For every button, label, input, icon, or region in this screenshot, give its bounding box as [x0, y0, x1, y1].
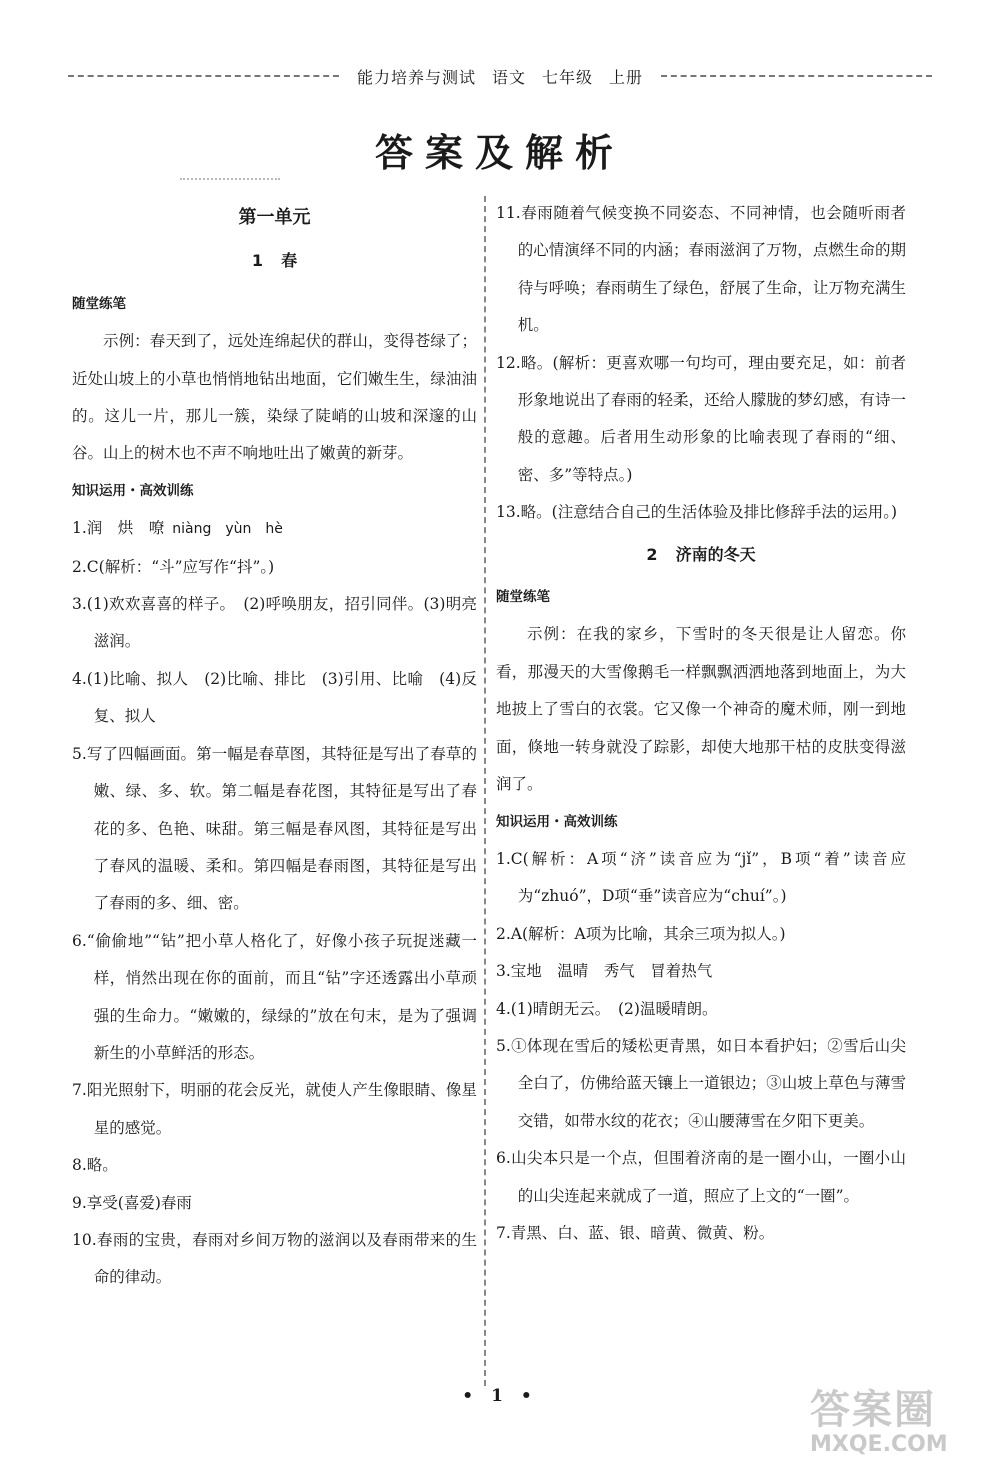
- answer-item-1: [72, 510, 477, 548]
- watermark-url: MXQE.COM: [810, 1432, 948, 1457]
- practice-example: 示例：春天到了，远处连绵起伏的群山，变得苍绿了；近处山坡上的小草也悄悄地钻出地面，它们嫩生生，绿油油的。这儿一片，那儿一簇，染绿了陡峭的山坡和深邃的山谷。山上的树木也不声不响地吐出了嫩黄的新芽。: [72, 332, 477, 463]
- practice-example: 示例：在我的家乡，下雪时的冬天很是让人留恋。你看，那漫天的大雪像鹅毛一样飘飘洒洒地落到地面上，为大地披上了雪白的衣裳。它又像一个神奇的魔术师，刚一到地面，倏地一转身就没了踪影，却使大地那干枯的皮肤变得滋润了。: [496, 625, 906, 794]
- header-dash-left: [68, 75, 339, 77]
- lesson-2-title: [496, 536, 906, 573]
- watermark-logo-text: 答案圈: [810, 1387, 936, 1433]
- answer-item-1-chars: 1.润 烘 嘹: [72, 519, 165, 538]
- answer-item: 2.A(解析：A项为比喻，其余三项为拟人。): [496, 924, 786, 943]
- answer-item: 8.略。: [72, 1156, 118, 1175]
- unit-title: 第一单元: [238, 207, 311, 228]
- answer-item: 12.略。(解析：更喜欢哪一句均可，理由要充足，如：前者形象地说出了春雨的轻柔，还给人朦胧的梦幻感，有诗一般的意趣。后者用生动形象的比喻表现了春雨的“细、密、多”等特点。): [496, 353, 906, 484]
- answer-item: 3.宝地 温晴 秀气 冒着热气: [496, 962, 713, 981]
- header-volume: 上册: [609, 67, 644, 87]
- answer-item: 11.春雨随着气候变换不同姿态、不同神情，也会随听雨者的心情演绎不同的内涵；春雨滋润了万物，点燃生命的期待与呼唤；春雨萌生了绿色，舒展了生命，让万物充满生机。: [496, 204, 906, 335]
- lesson-2-number: 2: [646, 544, 658, 564]
- answer-item: 7.青黑、白、蓝、银、暗黄、微黄、粉。: [496, 1223, 775, 1242]
- answer-item: 6.“偷偷地”“钻”把小草人格化了，好像小孩子玩捉迷藏一样，悄然出现在你的面前，而且“钻”字还透露出小草顽强的生命力。“嫩嫩的，绿绿的”放在句末，是为了强调新生的小草鲜活的形态。: [72, 931, 477, 1062]
- answer-item: 2.C(解析：“斗”应写作“抖”。): [72, 557, 275, 576]
- lesson-1-number: 1: [251, 251, 264, 271]
- decorative-divider: [180, 178, 280, 180]
- header-subject: 语文: [491, 67, 526, 87]
- header-text: [349, 65, 651, 88]
- answer-item: 4.(1)比喻、拟人 (2)比喻、排比 (3)引用、比喻 (4)反复、拟人: [72, 669, 477, 726]
- watermark-logo: [810, 1388, 980, 1466]
- answer-item: 5.写了四幅画面。第一幅是春草图，其特征是写出了春草的嫩、绿、多、软。第二幅是春花图，其特征是写出了春花的多、色艳、味甜。第三幅是春风图，其特征是写出了春风的温暖、柔和。第四幅是春雨图，其特征是写出了春雨的多、细、密。: [72, 744, 477, 913]
- section-training-heading: 知识运用・高效训练: [72, 482, 194, 499]
- answer-item: 3.(1)欢欢喜喜的样子。 (2)呼唤朋友，招引同伴。(3)明亮滋润。: [72, 595, 477, 651]
- answer-item: 6.山尖本只是一个点，但围着济南的是一圈小山，一圈小山的山尖连起来就成了一道，照应了上文的“一圈”。: [496, 1149, 906, 1205]
- header-grade: 七年级: [542, 67, 594, 87]
- answer-item-1-pinyin: niàng yùn hè: [172, 521, 283, 538]
- header-dash-right: [661, 75, 932, 77]
- answer-item: 9.享受(喜爱)春雨: [72, 1193, 192, 1212]
- column-divider: [484, 196, 486, 1386]
- answer-item: 5.①体现在雪后的矮松更青黑，如日本看护妇；②雪后山尖全白了，仿佛给蓝天镶上一道银边；③山坡上草色与薄雪交错，如带水纹的花衣；④山腰薄雪在夕阳下更美。: [496, 1036, 906, 1130]
- section-training-heading: 知识运用・高效训练: [496, 813, 618, 830]
- running-header: [68, 64, 932, 88]
- right-column: [496, 195, 906, 1252]
- answer-item: 10.春雨的宝贵，春雨对乡间万物的滋润以及春雨带来的生命的律动。: [72, 1230, 477, 1287]
- page-title: 答案及解析: [374, 131, 625, 175]
- page-number: • 1 •: [462, 1386, 538, 1406]
- lesson-1-name: 春: [281, 251, 298, 271]
- section-practice-heading: 随堂练笔: [72, 295, 126, 312]
- lesson-2-name: 济南的冬天: [675, 544, 756, 564]
- answer-item: 13.略。(注意结合自己的生活体验及排比修辞手法的运用。): [496, 503, 897, 522]
- left-column: [72, 195, 477, 1297]
- answer-item: 4.(1)晴朗无云。 (2)温暖晴朗。: [496, 999, 718, 1018]
- section-practice-heading: 随堂练笔: [496, 589, 550, 606]
- header-book-title: 能力培养与测试: [356, 67, 476, 87]
- answer-item: 1.C(解析：A项“济”读音应为“jǐ”，B项“着”读音应为“zhuó”，D项“垂”读音应为“chuí”。): [496, 849, 906, 906]
- answer-item: 7.阳光照射下，明丽的花会反光，就使人产生像眼睛、像星星的感觉。: [72, 1081, 477, 1137]
- lesson-1-title: [72, 242, 477, 279]
